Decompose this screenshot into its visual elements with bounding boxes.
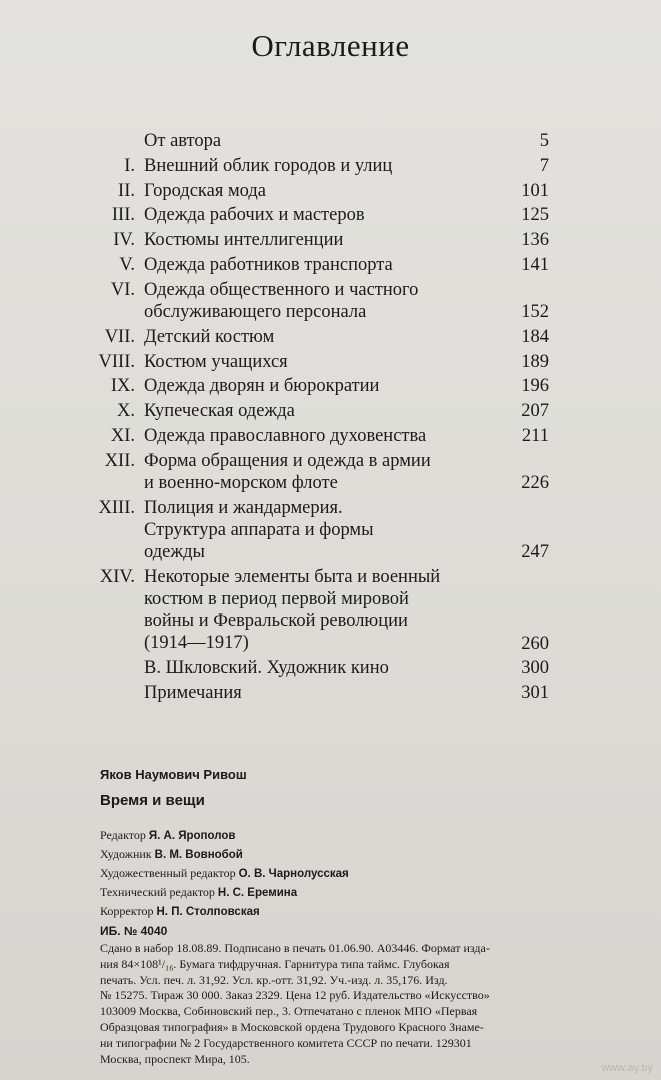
- credit-role: Корректор: [100, 904, 154, 918]
- toc-chapter-number: III.: [111, 205, 135, 226]
- imprint-line: ния 84×108¹/₁₆. Бумага тифдручная. Гарнитура типа таймс. Глубокая: [100, 956, 450, 971]
- toc-entry-title: [144, 657, 504, 679]
- toc-page-number: 300: [521, 658, 549, 679]
- toc-page-number: 196: [521, 376, 549, 397]
- toc-chapter-number: XI.: [110, 426, 135, 446]
- toc-page-number: 101: [521, 180, 549, 201]
- credit-line: [100, 826, 349, 845]
- imprint-line: печать. Усл. печ. л. 31,92. Усл. кр.-отт. 31,92. Уч.-изд. л. 35,176. Изд.: [100, 972, 448, 987]
- toc-title-line: Детский костюм: [144, 326, 275, 347]
- toc-page-number: 5: [539, 131, 549, 151]
- toc-title-line: От автора: [144, 131, 222, 151]
- toc-title-line: войны и Февральской революции: [144, 611, 408, 631]
- credit-role: Редактор: [100, 828, 146, 842]
- imprint-line: Москва, проспект Мира, 105.: [100, 1051, 250, 1066]
- toc-entry-title: [144, 155, 504, 177]
- toc-entry-title: [144, 279, 504, 323]
- toc-page-number: 136: [521, 230, 549, 251]
- toc-page-number: 301: [521, 683, 549, 704]
- credit-name: О. В. Чарнолусская: [238, 868, 349, 880]
- credit-line: [100, 883, 349, 902]
- toc-title-line: Внешний облик городов и улиц: [144, 155, 393, 176]
- toc-entry-title: [144, 180, 504, 202]
- toc-chapter-number: V.: [119, 255, 135, 275]
- toc-title-line: Купеческая одежда: [144, 401, 295, 422]
- toc-title-line: Одежда работников транспорта: [144, 255, 393, 275]
- toc-chapter-number: IV.: [113, 230, 135, 251]
- toc-title-line: и военно-морском флоте: [144, 472, 338, 493]
- toc-title-line: Костюмы интеллигенции: [144, 230, 344, 251]
- credit-role: Художественный редактор: [100, 866, 236, 880]
- toc-chapter-number: XII.: [104, 450, 135, 471]
- toc-page-number: 152: [521, 301, 549, 322]
- imprint-block: [100, 941, 560, 1067]
- toc-title-line: Некоторые элементы быта и военный: [144, 567, 441, 587]
- toc-chapter-number: XIV.: [99, 567, 135, 587]
- toc-chapter-number: II.: [118, 180, 135, 201]
- toc-chapter-number: VII.: [104, 326, 135, 347]
- toc-title-line: Полиция и жандармерия.: [144, 497, 343, 518]
- toc-entry-title: [144, 130, 504, 152]
- imprint-line: № 15275. Тираж 30 000. Заказ 2329. Цена 12 руб. Издательство «Искусство»: [100, 988, 490, 1003]
- toc-title-line: костюм в период первой мировой: [144, 589, 409, 609]
- toc-chapter-number: I.: [124, 155, 135, 176]
- toc-title-line: Форма обращения и одежда в армии: [144, 450, 431, 471]
- toc-entry-title: [144, 229, 504, 251]
- toc-title-line: В. Шкловский. Художник кино: [144, 658, 389, 679]
- imprint-line: Сдано в набор 18.08.89. Подписано в печать 01.06.90. А03446. Формат изда-: [100, 941, 490, 955]
- toc-chapter-number: IX.: [110, 376, 135, 397]
- credits-list: [100, 826, 349, 921]
- toc-entry-title: [144, 425, 504, 447]
- toc-entry-title: [144, 400, 504, 422]
- toc-entry-title: [144, 497, 504, 563]
- toc-page-number: 260: [521, 633, 549, 654]
- toc-entry-title: [144, 566, 504, 654]
- credit-line: [100, 864, 349, 883]
- toc-entry-title: [144, 450, 504, 494]
- toc-page-number: 189: [521, 351, 549, 372]
- toc-chapter-number: XIII.: [98, 497, 135, 518]
- imprint-line: ни типографии № 2 Государственного комитета СССР по печати. 129301: [100, 1035, 472, 1050]
- toc-title-line: Одежда рабочих и мастеров: [144, 205, 365, 226]
- toc-title-line: Костюм учащихся: [144, 351, 288, 372]
- toc-title-line: Одежда дворян и бюрократии: [144, 376, 380, 397]
- credit-line: [100, 902, 349, 921]
- credit-line: [100, 845, 349, 864]
- toc-entry-title: [144, 254, 504, 276]
- toc-page-number: 226: [521, 472, 549, 493]
- ib-number: ИБ. № 4040: [100, 924, 168, 938]
- toc-title-line: (1914—1917): [144, 633, 249, 653]
- toc-title-line: Городская мода: [144, 180, 267, 201]
- imprint-line: Образцовая типография» в Московской ордена Трудового Красного Знаме-: [100, 1019, 484, 1034]
- toc-entry-title: [144, 375, 504, 397]
- toc-page-number: 207: [521, 401, 549, 422]
- toc-chapter-number: X.: [117, 401, 135, 422]
- toc-title-line: обслуживающего персонала: [144, 301, 367, 322]
- toc-entry-title: [144, 326, 504, 348]
- watermark: www.ay.by: [601, 1062, 653, 1074]
- toc-entry-title: [144, 682, 504, 704]
- credit-name: Я. А. Ярополов: [148, 830, 236, 842]
- toc-page-number: 211: [521, 426, 549, 446]
- toc-entry-title: [144, 204, 504, 226]
- toc-page-number: 247: [521, 542, 549, 563]
- credit-name: Н. С. Еремина: [217, 887, 298, 899]
- toc-page-number: 184: [521, 326, 549, 347]
- credit-name: Н. П. Столповская: [156, 906, 260, 918]
- credit-name: В. М. Вовнобой: [154, 849, 243, 861]
- toc-title-line: Примечания: [144, 683, 242, 704]
- toc-page-number: 141: [521, 255, 549, 275]
- toc-page-number: 125: [521, 205, 549, 226]
- author-name: Яков Наумович Ривош: [100, 767, 247, 782]
- toc-title-line: Одежда православного духовенства: [144, 426, 427, 446]
- toc-entry-title: [144, 351, 504, 373]
- toc-title-line: Одежда общественного и частного: [144, 279, 419, 300]
- toc-title-line: Структура аппарата и формы: [144, 519, 374, 540]
- imprint-line: 103009 Москва, Собиновский пер., 3. Отпечатано с пленок МПО «Первая: [100, 1004, 478, 1019]
- book-title: Время и вещи: [100, 792, 205, 809]
- page-title: Оглавление: [251, 28, 410, 63]
- toc-page-number: 7: [539, 155, 549, 176]
- credit-role: Технический редактор: [100, 885, 215, 899]
- credit-role: Художник: [100, 847, 152, 861]
- toc-chapter-number: VI.: [110, 279, 135, 300]
- toc-title-line: одежды: [144, 541, 205, 562]
- toc-chapter-number: VIII.: [98, 351, 135, 372]
